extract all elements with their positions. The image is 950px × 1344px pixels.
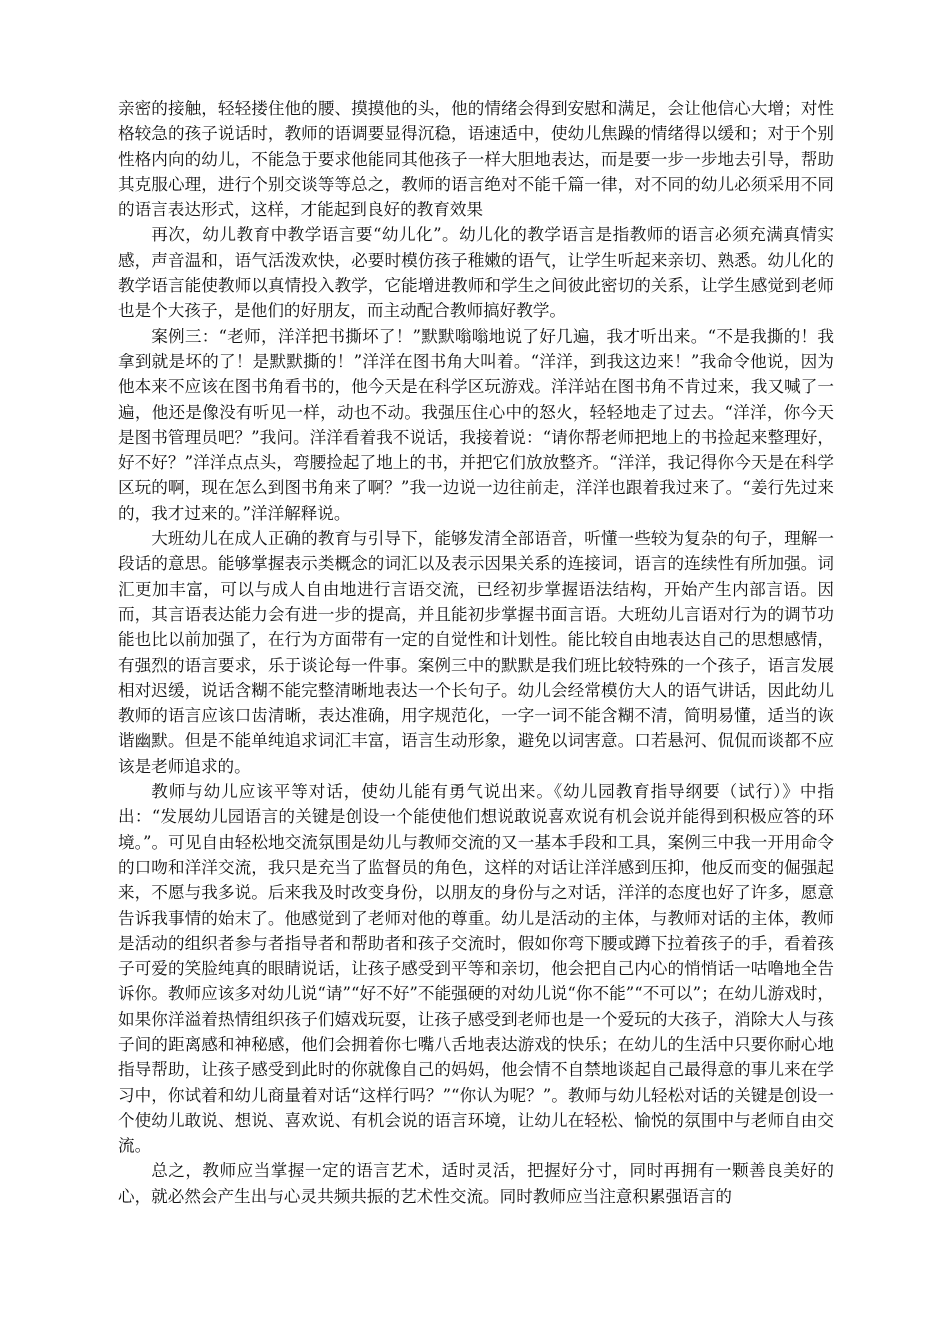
paragraph-6: 总之，教师应当掌握一定的语言艺术，适时灵活，把握好分寸，同时再拥有一颗善良美好的心，就必然会产生出与心灵共频共振的艺术性交流。同时教师应当注意积累强语言的 [118, 1161, 834, 1206]
paragraph-4: 大班幼儿在成人正确的教育与引导下，能够发清全部语音，听懂一些较为复杂的句子，理解一段话的意思。能够掌握表示类概念的词汇以及表示因果关系的连接词，语言的连续性有所加强。词汇更加丰富，可以与成人自由地进行言语交流，已经初步掌握语法结构，开始产生内部言语。因而，其言语表达能力会有进一步的提高，并且能初步掌握书面言语。大班幼儿言语对行为的调节功能也比以前加强了，在行为方面带有一定的自觉性和计划性。能比较自由地表达自己的思想感情，有强烈的语言要求，乐于谈论每一件事。案例三中的默默是我们班比较特殊的一个孩子，语言发展相对迟缓，说话含糊不能完整清晰地表达一个长句子。幼儿会经常模仿大人的语气讲话，因此幼儿教师的语言应该口齿清晰，表达准确，用字规范化，一字一词不能含糊不清，简明易懂，适当的诙谐幽默。但是不能单纯追求词汇丰富，语言生动形象，避免以词害意。口若悬河、侃侃而谈都不应该是老师追求的。 [118, 529, 834, 776]
paragraph-5: 教师与幼儿应该平等对话，使幼儿能有勇气说出来。《幼儿园教育指导纲要（试行）》中指出：“发展幼儿园语言的关键是创设一个能使他们想说敢说喜欢说有机会说并能得到积极应答的环境。”。可见自由轻松地交流氛围是幼儿与教师交流的又一基本手段和工具，案例三中我一开用命令的口吻和洋洋交流，我只是充当了监督员的角色，这样的对话让洋洋感到压抑，他反而变的倔强起来，不愿与我多说。后来我及时改变身份，以朋友的身份与之对话，洋洋的态度也好了许多，愿意告诉我事情的始末了。他感觉到了老师对他的尊重。幼儿是活动的主体，与教师对话的主体，教师是活动的组织者参与者指导者和帮助者和孩子交流时，假如你弯下腰或蹲下拉着孩子的手，看着孩子可爱的笑脸纯真的眼睛说话，让孩子感受到平等和亲切，他会把自己内心的悄悄话一咕噜地全告诉你。教师应该多对幼儿说“请”“好不好”不能强硬的对幼儿说“你不能”“不可以”；在幼儿游戏时，如果你洋溢着热情组织孩子们嬉戏玩耍，让孩子感受到老师也是一个爱玩的大孩子，消除大人与孩子间的距离感和神秘感，他们会拥着你七嘴八舌地表达游戏的快乐；在幼儿的生活中只要你耐心地指导帮助，让孩子感受到此时的你就像自己的妈妈，他会情不自禁地谈起自己最得意的事儿来在学习中，你试着和幼儿商量着对话“这样行吗？”“你认为呢？”。教师与幼儿轻松对话的关键是创设一个使幼儿敢说、想说、喜欢说、有机会说的语言环境，让幼儿在轻松、愉悦的氛围中与老师自由交流。 [118, 782, 834, 1156]
paragraph-1: 亲密的接触，轻轻搂住他的腰、摸摸他的头，他的情绪会得到安慰和满足，会让他信心大增；对性格较急的孩子说话时，教师的语调要显得沉稳，语速适中，使幼儿焦躁的情绪得以缓和；对于个别性格内向的幼儿，不能急于要求他能同其他孩子一样大胆地表达，而是要一步一步地去引导，帮助其克服心理，进行个别交谈等等总之，教师的语言绝对不能千篇一律，对不同的幼儿必须采用不同的语言表达形式，这样，才能起到良好的教育效果 [118, 99, 834, 220]
paragraph-3: 案例三：“老师，洋洋把书撕坏了！”默默嗡嗡地说了好几遍，我才听出来。“不是我撕的！我拿到就是坏的了！是默默撕的！”洋洋在图书角大叫着。“洋洋，到我这边来！”我命令他说，因为他本来不应该在图书角看书的，他今天是在科学区玩游戏。洋洋站在图书角不肯过来，我又喊了一遍，他还是像没有听见一样，动也不动。我强压住心中的怒火，轻轻地走了过去。“洋洋，你今天是图书管理员吧？”我问。洋洋看着我不说话，我接着说：“请你帮老师把地上的书捡起来整理好，好不好？”洋洋点点头，弯腰捡起了地上的书，并把它们放放整齐。“洋洋，我记得你今天是在科学区玩的啊，现在怎么到图书角来了啊？”我一边说一边往前走，洋洋也跟着我过来了。“姜行先过来的，我才过来的。”洋洋解释说。 [118, 326, 834, 523]
document-page [118, 96, 834, 1209]
paragraph-2: 再次，幼儿教育中教学语言要“幼儿化”。幼儿化的教学语言是指教师的语言必须充满真情实感，声音温和，语气活泼欢快，必要时模仿孩子稚嫩的语气，让学生听起来亲切、熟悉。幼儿化的教学语言能使教师以真情投入教学，它能增进教师和学生之间彼此密切的关系，让学生感觉到老师也是个大孩子，是他们的好朋友，而主动配合教师搞好教学。 [118, 225, 834, 321]
